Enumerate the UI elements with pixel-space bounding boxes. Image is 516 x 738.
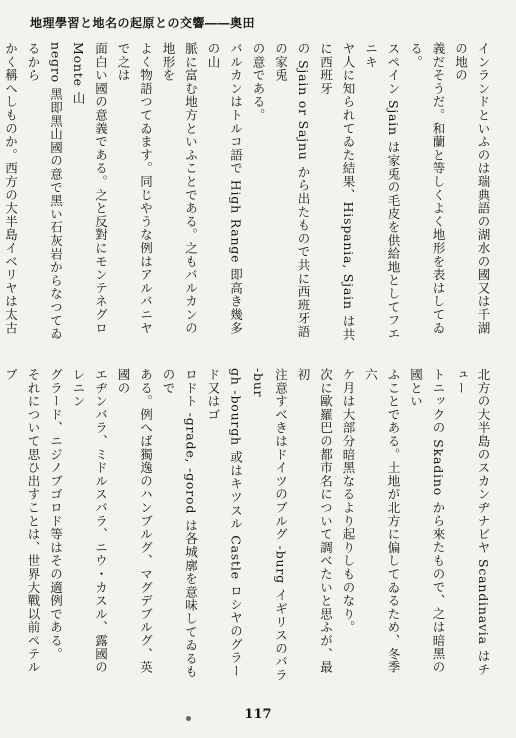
text-line: negro 黑即黑山國の意で黑い石灰岩からなつてゐるから [26,42,64,341]
top-text-block [3,42,494,346]
bottom-text-block [3,368,494,686]
text-line: よく物語つてゐます。同じやうな例はアルバニヤで之は [116,42,154,335]
text-line: インランドといふのは瑞典語の湖水の國又は千湖の地の [453,42,491,335]
text-line: 次に歐羅巴の都市名について調べたいと思ふが、最初 [296,368,334,674]
text-line: スペイン Sjain は家兎の毛皮を供給地としてフエニキ [363,42,401,341]
text-line: かく稱へしものか。西方の大半島イベリヤは太古 [3,42,19,335]
text-line: ふことである。土地が北方に偏してゐるため、冬季六 [363,368,401,674]
text-line: 義だそうだ。和蘭と等しくよく地形を表はしてゐる。 [408,42,446,335]
text-line: ロドト -grade, -gorod は各城廓を意味してゐるもので [161,368,199,679]
page-number: 117 [244,707,272,722]
text-line: バルカンはトルコ語で High Range 即高き幾多の山 [206,42,244,335]
text-line: の Sjain or Sajnu から出たもので共に西班牙語の家兎 [273,42,311,339]
text-line: 面白い國の意義である。之と反對にモンテネグロ Monte 山 [71,42,109,335]
text-line: ある。例へば獨逸のハンブルグ、マグデブルグ、英國の [116,368,154,674]
text-line: ケ月は大部分暗黑なるより起りしものなり。 [341,368,356,634]
text-line: ヤ人に知られてゐた結果、Hispania, Sjain は共に西班牙 [318,42,356,342]
text-line: エヂンバラ、ミドルスバラ、ニウ・カスル、露國のレニン [71,368,109,674]
text-line: グラード、ニジノブゴロド等はその適例である。 [48,368,64,661]
text-line: の意である。 [251,42,266,122]
text-line: それについて思ひ出すことは、世界大戰以前ペテルブ [3,368,41,674]
text-line: 注意すべきはドイツのブルグ -burg イギリスのバラ -bur [251,368,289,682]
text-line: 北方の大半島のスカンヂナビヤ Scandinavia はチュー [453,368,491,677]
text-line: 脈に富む地方といふことである。之もバルカンの地形を [161,42,199,335]
running-header: 地理學習と地名の起原との交響――奥田 [30,16,256,30]
text-line: gh -bourgh 或はキツスル Castle ロシヤのグラード又はゴ [206,368,244,678]
text-line: トニックの Skadino から來たもので、之は暗黑の國とい [408,368,446,674]
